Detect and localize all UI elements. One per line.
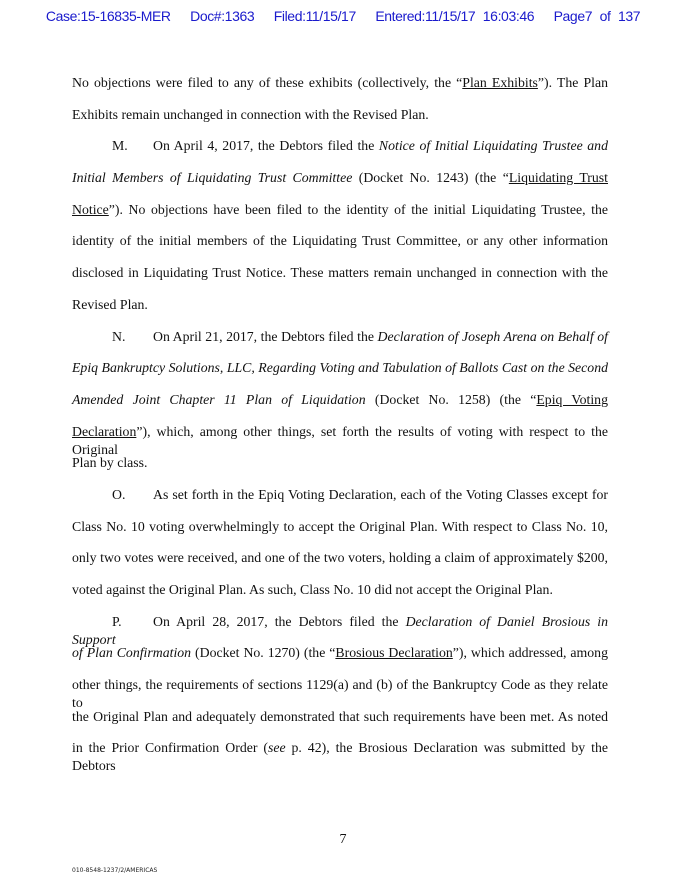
italic-title: Declaration of Daniel Brosious in Support xyxy=(72,613,608,647)
text-segment: (Docket No. 1258) (the “ xyxy=(365,391,537,407)
italic-title: Epiq Bankruptcy Solutions, LLC, Regarding Voting and Tabulation of Ballots Cast on the Second xyxy=(72,360,608,376)
page-number: 7 xyxy=(339,832,347,847)
text-segment: the Original Plan and adequately demonstrated that such requirements have been met. As noted xyxy=(72,708,608,724)
text-line xyxy=(72,359,608,391)
footer-doc-id: 010-8548-1237/2/AMERICAS xyxy=(72,867,158,874)
text-segment: On April 21, 2017, the Debtors filed the xyxy=(153,328,378,344)
paragraph-label: O. xyxy=(112,486,126,502)
text-line xyxy=(72,106,608,138)
text-line xyxy=(72,201,608,233)
defined-term: Epiq Voting xyxy=(536,391,608,407)
text-segment: p. 42), the Brosious Declaration was submitted by the Debtors xyxy=(72,740,608,774)
text-line xyxy=(72,74,608,106)
paragraph-label: N. xyxy=(112,328,126,344)
text-segment: (Docket No. 1243) (the “ xyxy=(352,170,509,186)
text-line xyxy=(72,296,608,328)
text-segment: Exhibits remain unchanged in connection with the Revised Plan. xyxy=(72,106,429,122)
doc-number: Doc#:1363 xyxy=(190,8,255,24)
text-segment: ”), which addressed, among xyxy=(452,645,608,661)
text-segment: No objections were filed to any of these exhibits (collectively, the “ xyxy=(72,75,463,90)
text-line xyxy=(72,454,608,486)
italic-title: see xyxy=(267,740,286,756)
text-segment: other things, the requirements of sections 1129(a) and (b) of the Bankruptcy Code as they relate to xyxy=(72,677,608,711)
text-segment: voted against the Original Plan. As such, Class No. 10 did not accept the Original Plan. xyxy=(72,582,553,597)
page-count: Page7 of 137 xyxy=(553,8,641,24)
text-segment: disclosed in Liquidating Trust Notice. These matters remain unchanged in connection with the xyxy=(72,265,608,281)
text-line xyxy=(72,581,608,613)
text-line xyxy=(72,644,608,676)
filed-date: Filed:11/15/17 xyxy=(273,8,356,24)
italic-title: Initial Members of Liquidating Trust Committee xyxy=(72,170,353,186)
text-segment: only two votes were received, and one of the two voters, holding a claim of approximately $200, xyxy=(72,550,608,566)
document-body xyxy=(72,74,608,774)
paragraph-label: M. xyxy=(112,138,128,154)
text-segment: On April 28, 2017, the Debtors filed the xyxy=(153,613,406,629)
text-segment: ”). No objections have been filed to the identity of the initial Liquidating Trustee, the xyxy=(108,201,608,217)
text-line xyxy=(72,264,608,296)
defined-term: Notice xyxy=(72,201,109,217)
defined-term: Liquidating Trust xyxy=(508,170,608,186)
italic-title: Declaration of Joseph Arena on Behalf of xyxy=(377,328,608,344)
text-line xyxy=(72,708,608,740)
text-line xyxy=(72,169,608,201)
text-line xyxy=(72,423,608,455)
text-line xyxy=(72,232,608,264)
italic-title: of Plan Confirmation xyxy=(72,645,192,661)
text-segment: On April 4, 2017, the Debtors filed the xyxy=(153,138,379,154)
defined-term: Brosious Declaration xyxy=(335,645,453,661)
defined-term: Plan Exhibits xyxy=(462,75,538,90)
text-segment: Revised Plan. xyxy=(72,296,148,312)
text-line xyxy=(72,613,608,645)
text-segment: ”). The Plan xyxy=(537,75,608,90)
paragraph-label: P. xyxy=(112,613,122,629)
text-segment: ”), which, among other things, set forth the results of voting with respect to the Original xyxy=(72,423,608,457)
defined-term: Declaration xyxy=(72,423,137,439)
text-segment: As set forth in the Epiq Voting Declaration, each of the Voting Classes except for xyxy=(153,486,608,502)
text-segment: identity of the initial members of the Liquidating Trust Committee, or any other information xyxy=(72,233,608,249)
case-number: Case:15-16835-MER xyxy=(45,8,171,24)
text-line xyxy=(72,676,608,711)
italic-title: Amended Joint Chapter 11 Plan of Liquidation xyxy=(72,391,366,407)
italic-title: Notice of Initial Liquidating Trustee and xyxy=(378,138,608,154)
text-line xyxy=(72,328,608,360)
text-line xyxy=(72,549,608,581)
text-line xyxy=(72,391,608,423)
text-segment: (Docket No. 1270) (the “ xyxy=(191,645,336,661)
text-line xyxy=(72,486,608,518)
text-line xyxy=(72,518,608,550)
text-segment: Class No. 10 voting overwhelmingly to accept the Original Plan. With respect to Class No. 10, xyxy=(72,518,608,534)
text-segment: Plan by class. xyxy=(72,455,148,471)
text-line xyxy=(72,137,608,169)
text-line xyxy=(72,739,608,774)
entered-date: Entered:11/15/17 16:03:46 xyxy=(375,8,535,24)
ecf-header xyxy=(0,8,686,24)
text-segment: in the Prior Confirmation Order ( xyxy=(72,740,268,756)
